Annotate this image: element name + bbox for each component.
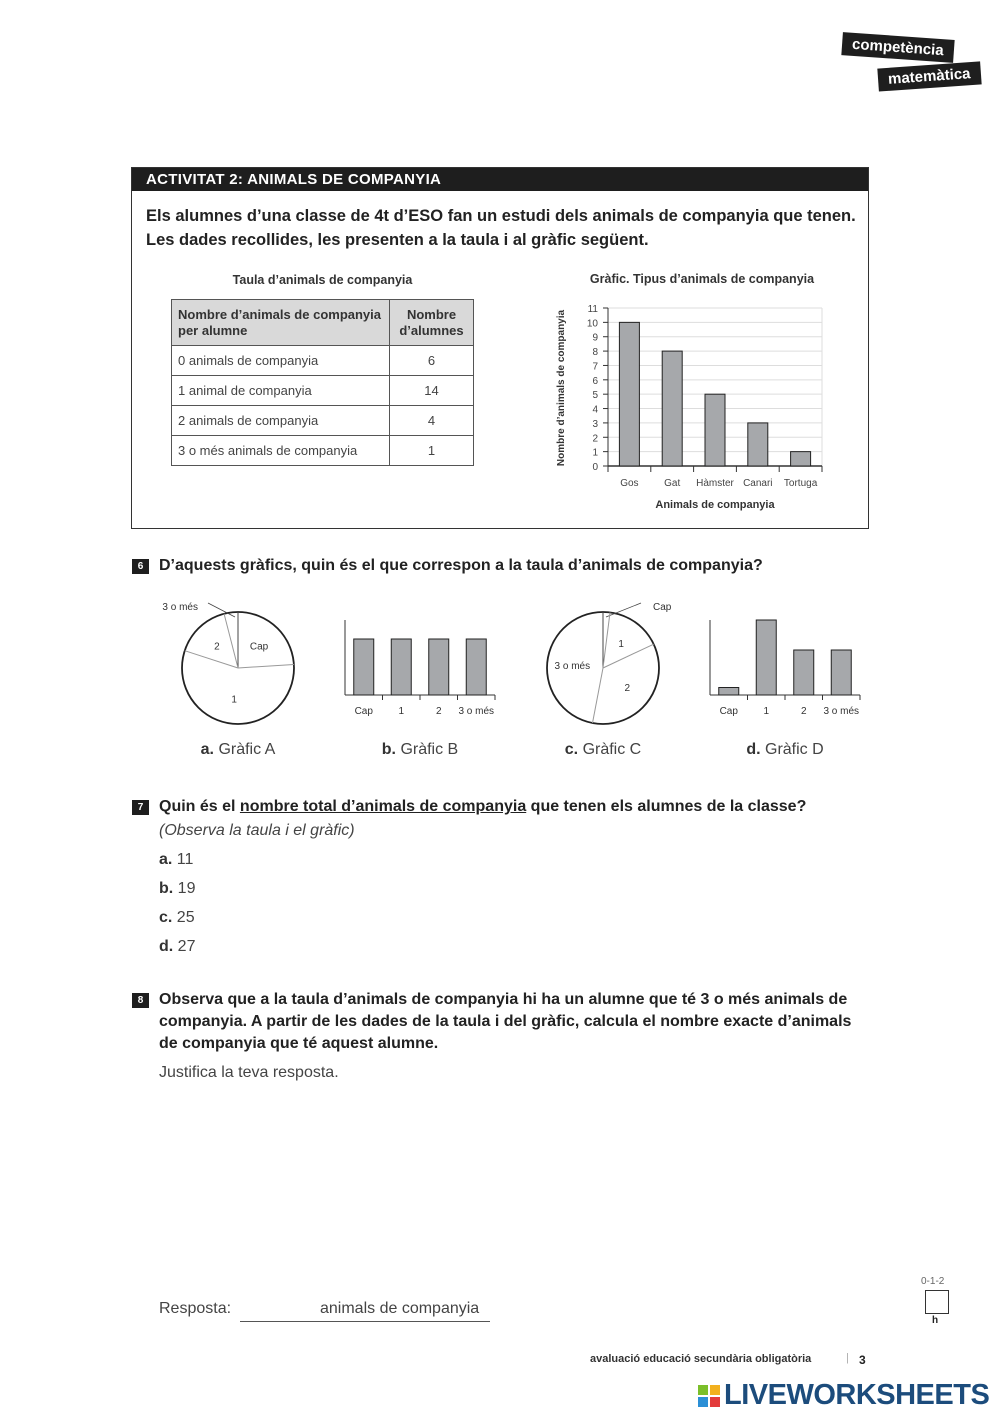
option-c[interactable]: c. 25 bbox=[159, 909, 195, 926]
bar-tortuga bbox=[791, 452, 811, 466]
justify-instruction: Justifica la teva resposta. bbox=[159, 1064, 339, 1081]
cell: 2 animals de companyia bbox=[172, 406, 390, 436]
question-7-hint: (Observa la taula i el gràfic) bbox=[159, 822, 355, 839]
pie-leader bbox=[606, 603, 641, 617]
answer-unit: animals de companyia bbox=[320, 1300, 480, 1317]
table-caption: Taula d’animals de companyia bbox=[232, 273, 413, 287]
pie-label: Cap bbox=[249, 641, 269, 653]
question-8-text: Observa que a la taula d’animals de companyia hi ha un alumne que té 3 o més animals de companyia. A partir de les dades de la taula i del gràfic, calcula el nombre exacte d’animals de companyia que té aquest alumne. bbox=[159, 991, 852, 1052]
table-row bbox=[172, 346, 474, 376]
x-tick-label: 3 o més bbox=[823, 706, 860, 717]
pie-label: 1 bbox=[231, 694, 237, 706]
footer-divider: | bbox=[846, 1352, 849, 1364]
y-tick-label: 8 bbox=[592, 347, 598, 359]
liveworksheets-logo: LIVEWORKSHEETS bbox=[698, 1379, 989, 1412]
option-a[interactable]: a. 11 bbox=[159, 851, 194, 868]
x-tick-label: 2 bbox=[800, 706, 807, 717]
graph-option-a[interactable]: a. Gràfic A bbox=[200, 741, 276, 758]
graph-option-b[interactable]: b. Gràfic B bbox=[381, 741, 459, 758]
pie-label: 1 bbox=[618, 639, 624, 651]
pie-label: 2 bbox=[214, 641, 220, 653]
pie-label: Cap bbox=[653, 602, 672, 613]
x-tick-label: Canari bbox=[743, 478, 773, 489]
activity-box bbox=[131, 167, 869, 529]
pets-table bbox=[171, 299, 474, 466]
pie-label: 2 bbox=[624, 682, 631, 694]
x-tick-label: Cap bbox=[719, 706, 738, 717]
y-tick-label: 1 bbox=[592, 447, 598, 459]
page-number: 3 bbox=[859, 1353, 866, 1367]
bar-hàmster bbox=[705, 394, 725, 466]
cell: 6 bbox=[390, 346, 474, 376]
y-tick-label: 5 bbox=[592, 390, 598, 402]
graph-option-d[interactable]: d. Gràfic D bbox=[746, 741, 824, 758]
x-tick-label: Tortuga bbox=[783, 478, 818, 489]
y-tick-label: 4 bbox=[592, 404, 598, 416]
bar bbox=[466, 639, 486, 695]
pie-label: 3 o més bbox=[554, 661, 591, 673]
y-tick-label: 2 bbox=[592, 433, 598, 445]
pet-type-bar-chart bbox=[542, 268, 862, 518]
bar bbox=[429, 639, 449, 695]
answer-graphs bbox=[150, 590, 870, 725]
y-tick-label: 9 bbox=[592, 332, 598, 344]
y-axis-label: Nombre d’animals de companyia bbox=[556, 309, 567, 467]
y-tick-label: 6 bbox=[592, 375, 598, 387]
cell: 1 animal de companyia bbox=[172, 376, 390, 406]
activity-intro: Els alumnes d’una classe de 4t d’ESO fan un estudi dels animals de companyia que tenen. Les dades recollides, les presenten a la taula i al gràfic següent. bbox=[146, 207, 856, 249]
bar bbox=[831, 650, 851, 695]
pie-label: 3 o més bbox=[162, 602, 198, 613]
table-row bbox=[172, 376, 474, 406]
bar bbox=[794, 650, 814, 695]
bar bbox=[719, 688, 739, 696]
x-tick-label: Hàmster bbox=[696, 478, 734, 489]
x-tick-label: 1 bbox=[398, 706, 405, 717]
logo-icon bbox=[698, 1385, 720, 1407]
cell: 4 bbox=[390, 406, 474, 436]
score-letter: h bbox=[932, 1315, 939, 1326]
x-tick-label: Cap bbox=[354, 706, 373, 717]
question-number: 6 bbox=[132, 559, 149, 574]
x-tick-label: Gos bbox=[620, 478, 639, 489]
score-box[interactable] bbox=[925, 1290, 949, 1314]
question-7-text: Quin és el nombre total d’animals de companyia que tenen els alumnes de la classe? bbox=[159, 798, 807, 815]
cell: 3 o més animals de companyia bbox=[172, 436, 390, 466]
table-header: Nombre d’alumnes bbox=[390, 300, 474, 346]
chart-title: Gràfic. Tipus d’animals de companyia bbox=[589, 272, 815, 286]
competence-badge-line1: competència bbox=[841, 32, 954, 63]
score-range: 0-1-2 bbox=[921, 1276, 945, 1287]
competence-badge-line2: matemàtica bbox=[877, 61, 981, 91]
question-number: 7 bbox=[132, 800, 149, 815]
answer-label: Resposta: bbox=[159, 1300, 232, 1317]
footer-text: avaluació educació secundària obligatòria bbox=[590, 1353, 812, 1365]
bar bbox=[391, 639, 411, 695]
question-number: 8 bbox=[132, 993, 149, 1008]
option-d[interactable]: d. 27 bbox=[159, 938, 196, 955]
bar-canari bbox=[748, 423, 768, 466]
y-tick-label: 3 bbox=[592, 418, 598, 430]
x-axis-label: Animals de companyia bbox=[655, 499, 775, 511]
y-tick-label: 7 bbox=[592, 361, 598, 373]
graph-option-c[interactable]: c. Gràfic C bbox=[564, 741, 642, 758]
bar-gos bbox=[619, 322, 639, 466]
bar-gat bbox=[662, 351, 682, 466]
x-tick-label: 1 bbox=[763, 706, 770, 717]
cell: 1 bbox=[390, 436, 474, 466]
table-row bbox=[172, 436, 474, 466]
table-header: Nombre d’animals de companyia per alumne bbox=[172, 300, 390, 346]
x-tick-label: 2 bbox=[435, 706, 442, 717]
cell: 14 bbox=[390, 376, 474, 406]
y-tick-label: 0 bbox=[592, 462, 598, 473]
y-tick-label: 11 bbox=[587, 304, 598, 315]
bar bbox=[354, 639, 374, 695]
bar bbox=[756, 620, 776, 695]
question-6-text: D’aquests gràfics, quin és el que correspon a la taula d’animals de companyia? bbox=[159, 557, 763, 574]
option-b[interactable]: b. 19 bbox=[159, 880, 196, 897]
x-tick-label: 3 o més bbox=[458, 706, 495, 717]
table-row bbox=[172, 406, 474, 436]
activity-title: ACTIVITAT 2: ANIMALS DE COMPANYIA bbox=[132, 168, 868, 191]
x-tick-label: Gat bbox=[664, 478, 681, 489]
y-tick-label: 10 bbox=[586, 318, 598, 330]
cell: 0 animals de companyia bbox=[172, 346, 390, 376]
